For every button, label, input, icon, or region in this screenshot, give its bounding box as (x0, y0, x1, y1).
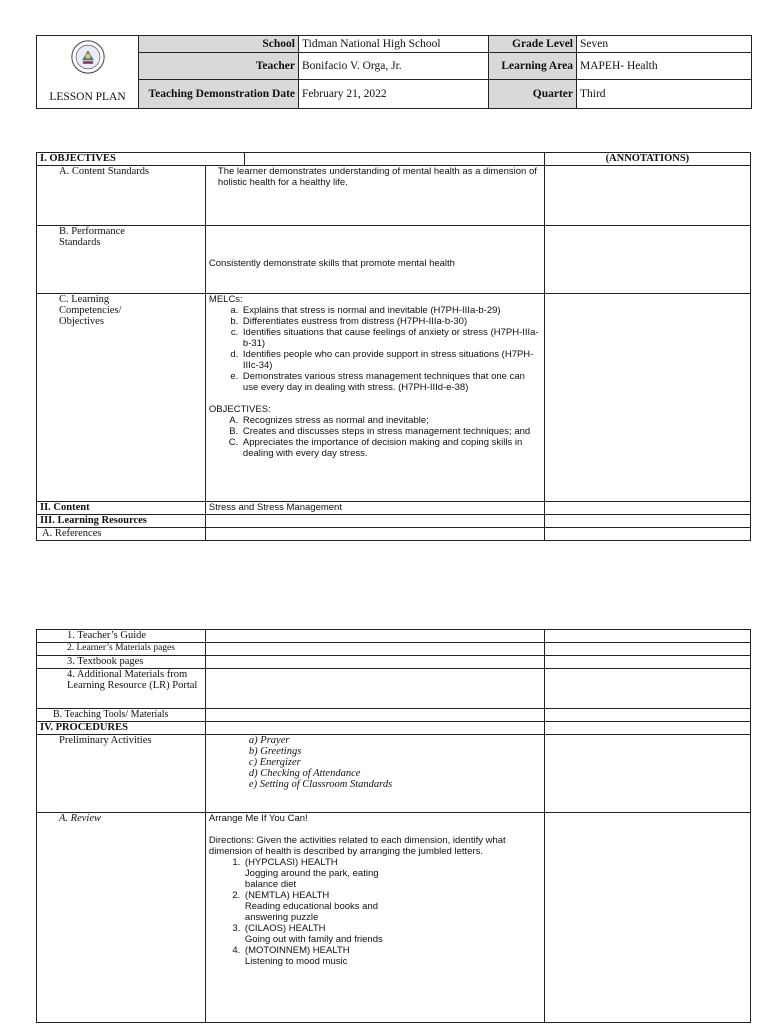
melc-item: e. Demonstrates various stress management techniques that one can use every day in dealing with stress. (H7PH-IIId-e-38) (241, 371, 541, 393)
melc-item: c. Identifies situations that cause feelings of anxiety or stress (H7PH-IIIa-b-31) (241, 327, 541, 349)
references-blank (205, 528, 544, 541)
melc-item: a. Explains that stress is normal and inevitable (H7PH-IIIa-b-29) (241, 305, 541, 316)
additional-materials-annotation (544, 669, 750, 709)
objectives-heading: I. OBJECTIVES (37, 153, 245, 166)
competencies-content (205, 294, 544, 502)
competencies-annotation (544, 294, 750, 502)
content-standards-annotation (544, 166, 750, 226)
learning-resources-blank (205, 515, 544, 528)
objectives-list (209, 415, 541, 459)
performance-standards-label: B. Performance Standards (37, 226, 206, 294)
quarter-value: Third (577, 80, 752, 109)
references-label: A. References (37, 528, 206, 541)
content-text: Stress and Stress Management (205, 502, 544, 515)
review-label: A. Review (37, 813, 206, 1023)
procedures-table (36, 629, 751, 1023)
preliminary-item: e) Setting of Classroom Standards (248, 779, 393, 790)
annotations-heading: (ANNOTATIONS) (544, 153, 750, 166)
learning-area-value: MAPEH- Health (577, 53, 752, 80)
review-hint: Listening to mood music (244, 956, 348, 967)
grade-level-label: Grade Level (489, 36, 577, 53)
preliminary-item: c) Energizer (248, 757, 301, 768)
learning-area-label: Learning Area (489, 53, 577, 80)
objective-item: C. Appreciates the importance of decision making and coping skills in dealing with every day stress. (241, 437, 541, 459)
review-annotation (544, 813, 750, 1023)
performance-standards-annotation (544, 226, 750, 294)
additional-materials-label: 4. Additional Materials from Learning Resource (LR) Portal (37, 669, 206, 709)
preliminary-activities-content (205, 735, 544, 813)
references-annotation (544, 528, 750, 541)
review-item (243, 857, 385, 890)
teaching-tools-value (205, 709, 544, 722)
review-content (205, 813, 544, 1023)
objective-item: A. Recognizes stress as normal and inevitable; (241, 415, 541, 426)
review-item (243, 945, 385, 967)
review-list (209, 857, 541, 967)
quarter-label: Quarter (489, 80, 577, 109)
teaching-tools-label: B. Teaching Tools/ Materials (37, 709, 206, 722)
review-hint: Going out with family and friends (244, 934, 383, 945)
learning-competencies-label: C. Learning Competencies/ Objectives (37, 294, 206, 502)
learners-materials-annotation (544, 643, 750, 656)
textbook-pages-value (205, 656, 544, 669)
textbook-pages-label: 3. Textbook pages (37, 656, 206, 669)
learners-materials-label: 2. Learner’s Materials pages (37, 643, 206, 656)
logo-cell (37, 36, 139, 109)
date-value: February 21, 2022 (299, 80, 489, 109)
teacher-value: Bonifacio V. Orga, Jr. (299, 53, 489, 80)
teaching-tools-annotation (544, 709, 750, 722)
melcs-title: MELCs: (208, 294, 243, 305)
textbook-pages-annotation (544, 656, 750, 669)
learning-resources-annotation (544, 515, 750, 528)
review-hint: Jogging around the park, eating balance diet (244, 868, 379, 890)
objectives-subtitle: OBJECTIVES: (208, 404, 271, 415)
content-standards-label: A. Content Standards (37, 166, 206, 226)
lesson-plan-label: LESSON PLAN (49, 91, 126, 103)
content-annotation (544, 502, 750, 515)
content-label: II. Content (37, 502, 206, 515)
additional-materials-value (205, 669, 544, 709)
melcs-list (209, 305, 541, 393)
grade-level-value: Seven (577, 36, 752, 53)
preliminary-item: d) Checking of Attendance (248, 768, 361, 779)
procedures-heading: IV. PROCEDURES (37, 722, 206, 735)
learners-materials-value (205, 643, 544, 656)
teachers-guide-label: 1. Teacher’s Guide (37, 630, 206, 643)
review-question: 3. (CILAOS) HEALTH (244, 923, 326, 934)
procedures-blank (205, 722, 544, 735)
deped-seal-icon (71, 40, 105, 74)
review-question: 1. (HYPCLASI) HEALTH (244, 857, 338, 868)
melc-item: d. Identifies people who can provide support in stress situations (H7PH-IIIc-34) (241, 349, 541, 371)
review-question: 4. (MOTOINNEM) HEALTH (244, 945, 350, 956)
performance-standards-text: Consistently demonstrate skills that promote mental health (205, 226, 544, 294)
preliminary-annotation (544, 735, 750, 813)
learning-resources-label: III. Learning Resources (37, 515, 206, 528)
review-directions: Directions: Given the activities related to each dimension, identify what dimension of health is described by arranging the jumbled letters. (208, 835, 506, 857)
review-item (243, 923, 385, 945)
objectives-heading-blank (245, 153, 544, 166)
melc-item: b. Differentiates eustress from distress (H7PH-IIIa-b-30) (241, 316, 541, 327)
objectives-table (36, 152, 751, 541)
teacher-label: Teacher (139, 53, 299, 80)
preliminary-list (209, 735, 541, 790)
review-title: Arrange Me If You Can! (208, 813, 308, 824)
school-value: Tidman National High School (299, 36, 489, 53)
review-hint: Reading educational books and answering puzzle (244, 901, 379, 923)
teachers-guide-annotation (544, 630, 750, 643)
preliminary-activities-label: Preliminary Activities (37, 735, 206, 813)
school-label: School (139, 36, 299, 53)
content-standards-text: The learner demonstrates understanding of mental health as a dimension of holistic health for a healthy life. (205, 166, 544, 226)
review-item (243, 890, 385, 923)
teachers-guide-value (205, 630, 544, 643)
objective-item: B. Creates and discusses steps in stress management techniques; and (241, 426, 541, 437)
date-label: Teaching Demonstration Date (139, 80, 299, 109)
header-table (36, 35, 752, 109)
procedures-annotation (544, 722, 750, 735)
review-question: 2. (NEMTLA) HEALTH (244, 890, 330, 901)
preliminary-item: b) Greetings (248, 746, 302, 757)
preliminary-item: a) Prayer (248, 735, 290, 746)
